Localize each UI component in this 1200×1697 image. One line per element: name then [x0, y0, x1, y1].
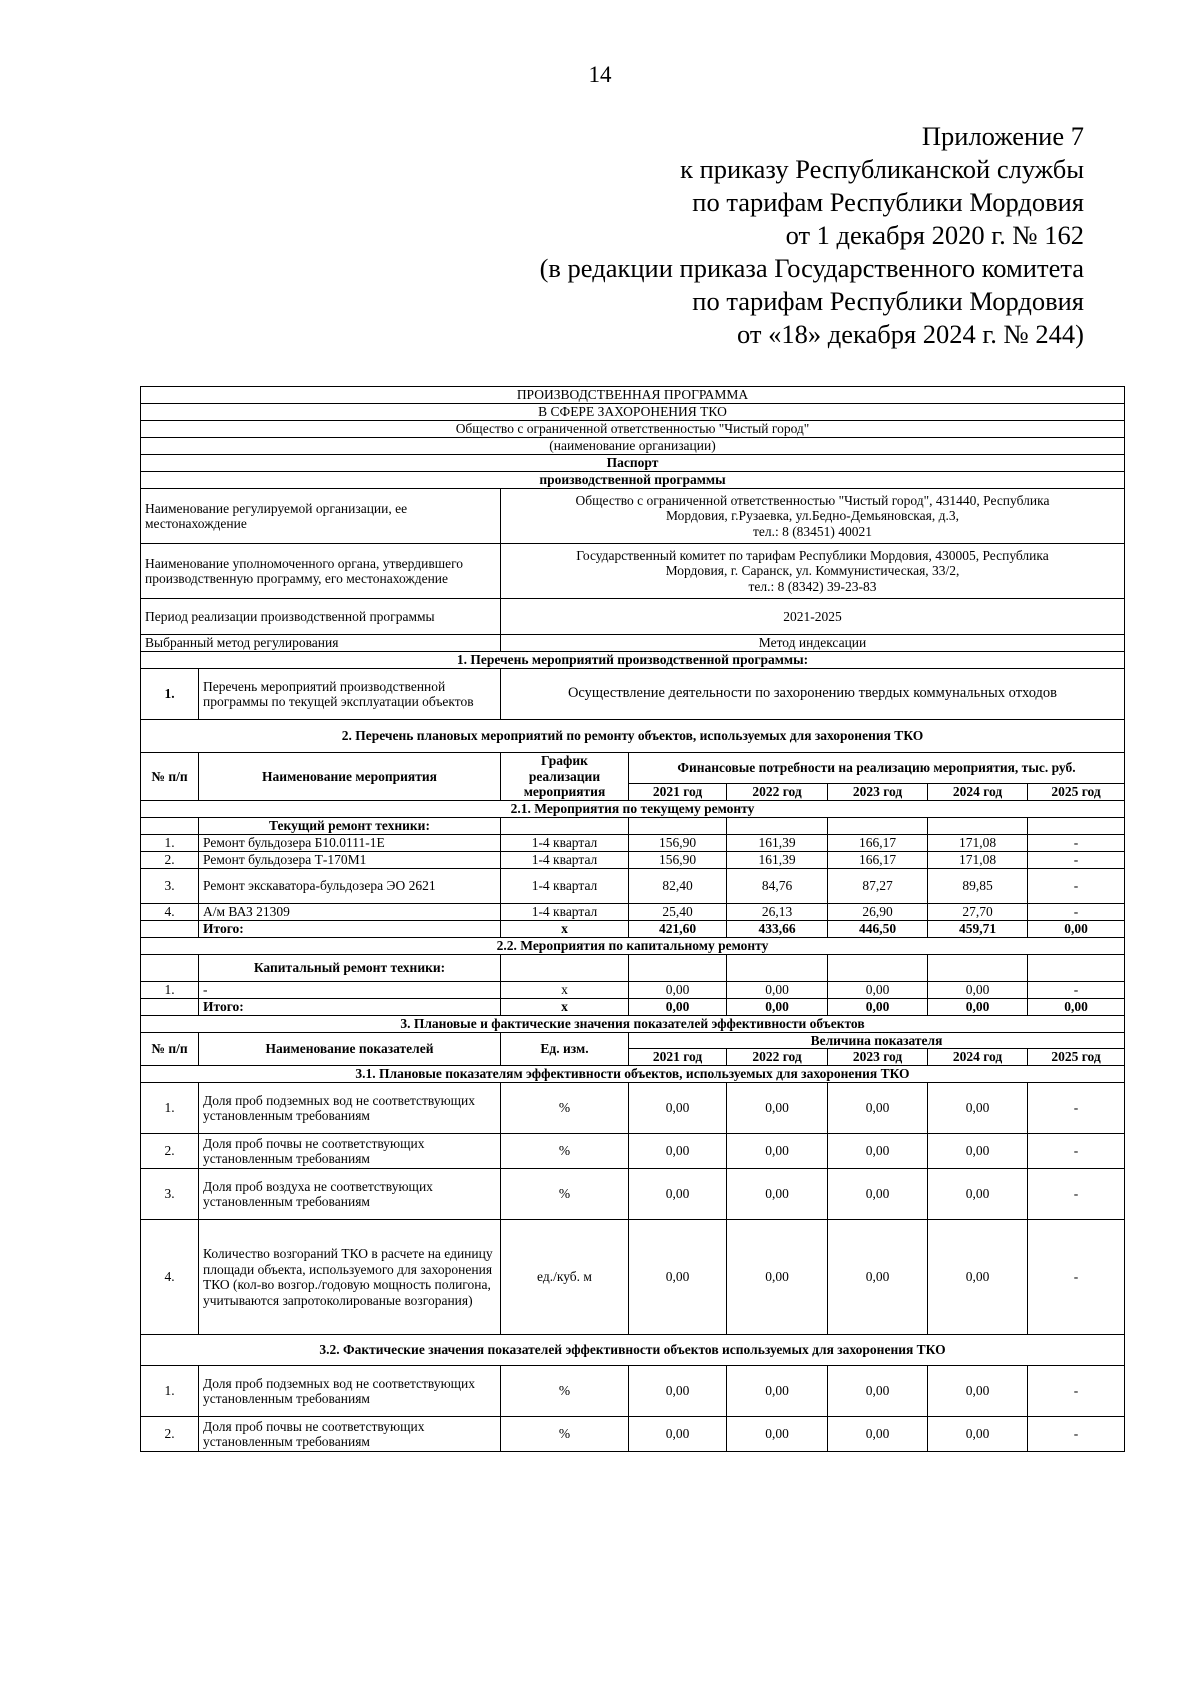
row-number: 4. — [141, 903, 199, 920]
indicator-name: Доля проб почвы не соответствующих установленным требованиям — [199, 1417, 501, 1452]
passport-value: Метод индексации — [501, 635, 1125, 652]
row-number: 2. — [141, 851, 199, 868]
indicator-unit: % — [501, 1169, 629, 1220]
value-cell: 0,00 — [629, 1366, 727, 1417]
year-header: 2021 год — [629, 1049, 727, 1066]
activity-name: Ремонт бульдозера Т-170М1 — [199, 851, 501, 868]
subsection-title: 3.2. Фактические значения показателей эффективности объектов используемых для захоронения ТКО — [141, 1335, 1125, 1366]
value-cell: 171,08 — [928, 834, 1028, 851]
section1-label: Перечень мероприятий производственной программы по текущей эксплуатации объектов — [199, 669, 501, 720]
passport-value-line: Мордовия, г.Рузаевка, ул.Бедно-Демьяновская, д.3, — [666, 508, 959, 524]
passport-label: Наименование регулируемой организации, ее местонахождение — [141, 489, 501, 544]
passport-value: 2021-2025 — [501, 599, 1125, 635]
passport-value — [501, 489, 1125, 544]
value-cell: - — [1028, 1083, 1125, 1134]
value-cell: 161,39 — [727, 834, 828, 851]
table-row — [141, 1134, 1125, 1169]
value-cell: 0,00 — [727, 1366, 828, 1417]
value-cell: 0,00 — [629, 1220, 727, 1335]
value-cell: 0,00 — [727, 1083, 828, 1134]
indicator-name: Количество возгораний ТКО в расчете на единицу площади объекта, используемого для захоронения ТКО (кол-во возгор./годовую мощность полигона, учитываются запротоколированые возгорания) — [199, 1220, 501, 1335]
empty-cell — [928, 817, 1028, 834]
indicator-name: Доля проб подземных вод не соответствующих установленным требованиям — [199, 1366, 501, 1417]
indicator-unit: % — [501, 1134, 629, 1169]
value-cell: 0,00 — [629, 1134, 727, 1169]
value-cell: 26,13 — [727, 903, 828, 920]
passport-label: Наименование уполномоченного органа, утвердившего производственную программу, его местонахождение — [141, 544, 501, 599]
passport-row — [141, 599, 1125, 635]
row-number: 1. — [141, 1083, 199, 1134]
page-number: 14 — [588, 62, 612, 87]
value-cell: - — [1028, 1417, 1125, 1452]
activity-schedule: 1-4 квартал — [501, 903, 629, 920]
organization-name: Общество с ограниченной ответственностью "Чистый город" — [141, 421, 1125, 438]
value-cell: 0,00 — [928, 1417, 1028, 1452]
indicator-name: Доля проб воздуха не соответствующих установленным требованиям — [199, 1169, 501, 1220]
empty-cell — [727, 954, 828, 981]
year-header: 2023 год — [828, 783, 928, 800]
section1-row — [141, 669, 1125, 720]
value-cell: 0,00 — [828, 1417, 928, 1452]
empty-cell — [141, 817, 199, 834]
value-cell: - — [1028, 903, 1125, 920]
passport-row — [141, 635, 1125, 652]
row-number: 1. — [141, 1366, 199, 1417]
value-cell: 0,00 — [828, 1169, 928, 1220]
appendix-header — [540, 120, 1084, 351]
table-row — [141, 834, 1125, 851]
value-cell: 89,85 — [928, 868, 1028, 903]
total-value: 0,00 — [1028, 998, 1125, 1015]
header-line: по тарифам Республики Мордовия — [692, 187, 1084, 217]
column-header-number: № п/п — [141, 753, 199, 801]
row-number: 2. — [141, 1417, 199, 1452]
subsection-title: 2.1. Мероприятия по текущему ремонту — [141, 800, 1125, 817]
group-title: Капитальный ремонт техники: — [199, 954, 501, 981]
value-cell: 0,00 — [928, 1134, 1028, 1169]
column-header-name: Наименование мероприятия — [199, 753, 501, 801]
empty-cell — [828, 954, 928, 981]
value-cell: 0,00 — [629, 981, 727, 998]
column-header-unit: Ед. изм. — [501, 1032, 629, 1066]
year-header: 2022 год — [727, 783, 828, 800]
activity-schedule: х — [501, 920, 629, 937]
value-cell: 156,90 — [629, 834, 727, 851]
group-title: Текущий ремонт техники: — [199, 817, 501, 834]
value-cell: 27,70 — [928, 903, 1028, 920]
value-cell: 0,00 — [828, 1366, 928, 1417]
value-cell: 0,00 — [928, 1220, 1028, 1335]
section1-value: Осуществление деятельности по захоронению твердых коммунальных отходов — [501, 669, 1125, 720]
passport-label: Период реализации производственной программы — [141, 599, 501, 635]
header-line: Приложение 7 — [921, 121, 1084, 151]
passport-value — [501, 544, 1125, 599]
subsection-title: 3.1. Плановые показателям эффективности объектов, используемых для захоронения ТКО — [141, 1066, 1125, 1083]
total-value: 0,00 — [1028, 920, 1125, 937]
value-cell: 82,40 — [629, 868, 727, 903]
passport-subtitle: производственной программы — [141, 472, 1125, 489]
empty-cell — [629, 817, 727, 834]
subsection-title: 2.2. Мероприятия по капитальному ремонту — [141, 937, 1125, 954]
total-value: 433,66 — [727, 920, 828, 937]
column-header-number: № п/п — [141, 1032, 199, 1066]
table-row — [141, 903, 1125, 920]
value-cell: - — [1028, 981, 1125, 998]
total-row — [141, 920, 1125, 937]
column-header-financial: Финансовые потребности на реализацию мероприятия, тыс. руб. — [629, 753, 1125, 784]
empty-cell — [928, 954, 1028, 981]
indicator-name: Доля проб почвы не соответствующих установленным требованиям — [199, 1134, 501, 1169]
organization-caption: (наименование организации) — [141, 438, 1125, 455]
value-cell: - — [1028, 1169, 1125, 1220]
empty-cell — [141, 920, 199, 937]
header-line: к приказу Республиканской службы — [680, 154, 1084, 184]
program-sphere: В СФЕРЕ ЗАХОРОНЕНИЯ ТКО — [141, 404, 1125, 421]
section3-title: 3. Плановые и фактические значения показателей эффективности объектов — [141, 1015, 1125, 1032]
section2-title: 2. Перечень плановых мероприятий по ремонту объектов, используемых для захоронения ТКО — [141, 720, 1125, 753]
total-label: Итого: — [199, 998, 501, 1015]
empty-cell — [141, 998, 199, 1015]
passport-row — [141, 489, 1125, 544]
year-header: 2023 год — [828, 1049, 928, 1066]
year-header: 2025 год — [1028, 783, 1125, 800]
activity-name: - — [199, 981, 501, 998]
activity-name: Ремонт экскаватора-бульдозера ЭО 2621 — [199, 868, 501, 903]
column-header-value: Величина показателя — [629, 1032, 1125, 1049]
activity-schedule: х — [501, 981, 629, 998]
empty-cell — [828, 817, 928, 834]
value-cell: 161,39 — [727, 851, 828, 868]
year-header: 2021 год — [629, 783, 727, 800]
empty-cell — [1028, 954, 1125, 981]
table-row — [141, 1220, 1125, 1335]
row-number: 4. — [141, 1220, 199, 1335]
table-row — [141, 1366, 1125, 1417]
activity-schedule: 1-4 квартал — [501, 834, 629, 851]
value-cell: 0,00 — [629, 1417, 727, 1452]
indicator-unit: ед./куб. м — [501, 1220, 629, 1335]
total-value: 0,00 — [727, 998, 828, 1015]
value-cell: 0,00 — [629, 1169, 727, 1220]
value-cell: 0,00 — [828, 981, 928, 998]
table-row — [141, 1083, 1125, 1134]
value-cell: 84,76 — [727, 868, 828, 903]
value-cell: - — [1028, 868, 1125, 903]
passport-value-line: Мордовия, г. Саранск, ул. Коммунистическая, 33/2, — [665, 563, 960, 579]
table-row — [141, 1417, 1125, 1452]
passport-value-line: тел.: 8 (83451) 40021 — [752, 523, 873, 539]
value-cell: 0,00 — [828, 1134, 928, 1169]
row-number: 3. — [141, 1169, 199, 1220]
passport-value-line: Государственный комитет по тарифам Республики Мордовия, 430005, Республика — [576, 547, 1049, 563]
production-program-table — [140, 386, 1125, 1452]
value-cell: - — [1028, 1134, 1125, 1169]
program-title: ПРОИЗВОДСТВЕННАЯ ПРОГРАММА — [141, 387, 1125, 404]
activity-schedule: 1-4 квартал — [501, 868, 629, 903]
total-row — [141, 998, 1125, 1015]
value-cell: 0,00 — [928, 1083, 1028, 1134]
value-cell: 0,00 — [828, 1220, 928, 1335]
value-cell: 0,00 — [928, 981, 1028, 998]
activity-name: А/м ВАЗ 21309 — [199, 903, 501, 920]
table-row — [141, 1169, 1125, 1220]
value-cell: 87,27 — [828, 868, 928, 903]
value-cell: 166,17 — [828, 834, 928, 851]
column-header-name: Наименование показателей — [199, 1032, 501, 1066]
total-label: Итого: — [199, 920, 501, 937]
passport-value-line: Общество с ограниченной ответственностью "Чистый город", 431440, Республика — [575, 492, 1050, 508]
total-value: 0,00 — [828, 998, 928, 1015]
empty-cell — [141, 954, 199, 981]
empty-cell — [629, 954, 727, 981]
section1-title: 1. Перечень мероприятий производственной программы: — [141, 652, 1125, 669]
passport-row — [141, 544, 1125, 599]
activity-schedule: 1-4 квартал — [501, 851, 629, 868]
empty-cell — [501, 817, 629, 834]
value-cell: 0,00 — [727, 981, 828, 998]
empty-cell — [501, 954, 629, 981]
value-cell: - — [1028, 834, 1125, 851]
value-cell: 0,00 — [727, 1417, 828, 1452]
total-value: 446,50 — [828, 920, 928, 937]
empty-cell — [1028, 817, 1125, 834]
indicator-unit: % — [501, 1366, 629, 1417]
row-number: 1. — [141, 981, 199, 998]
value-cell: 0,00 — [727, 1134, 828, 1169]
value-cell: 0,00 — [629, 1083, 727, 1134]
value-cell: 26,90 — [828, 903, 928, 920]
value-cell: 156,90 — [629, 851, 727, 868]
empty-cell — [727, 817, 828, 834]
table-row — [141, 981, 1125, 998]
total-value: 459,71 — [928, 920, 1028, 937]
value-cell: 0,00 — [727, 1169, 828, 1220]
row-number: 1. — [141, 669, 199, 720]
row-number: 2. — [141, 1134, 199, 1169]
table-row — [141, 851, 1125, 868]
row-number: 3. — [141, 868, 199, 903]
header-line: от «18» декабря 2024 г. № 244) — [737, 319, 1084, 349]
activity-name: Ремонт бульдозера Б10.0111-1Е — [199, 834, 501, 851]
value-cell: - — [1028, 1220, 1125, 1335]
value-cell: 0,00 — [928, 1169, 1028, 1220]
indicator-unit: % — [501, 1417, 629, 1452]
header-line: (в редакции приказа Государственного комитета — [539, 253, 1084, 283]
value-cell: 171,08 — [928, 851, 1028, 868]
value-cell: 0,00 — [928, 1366, 1028, 1417]
year-header: 2024 год — [928, 1049, 1028, 1066]
total-value: 421,60 — [629, 920, 727, 937]
total-value: 0,00 — [928, 998, 1028, 1015]
header-line: от 1 декабря 2020 г. № 162 — [785, 220, 1084, 250]
passport-value-line: тел.: 8 (8342) 39-23-83 — [748, 578, 877, 594]
value-cell: - — [1028, 851, 1125, 868]
indicator-name: Доля проб подземных вод не соответствующих установленным требованиям — [199, 1083, 501, 1134]
total-value: 0,00 — [629, 998, 727, 1015]
value-cell: - — [1028, 1366, 1125, 1417]
table-row — [141, 868, 1125, 903]
value-cell: 0,00 — [727, 1220, 828, 1335]
row-number: 1. — [141, 834, 199, 851]
activity-schedule: х — [501, 998, 629, 1015]
passport-label: Выбранный метод регулирования — [141, 635, 501, 652]
year-header: 2024 год — [928, 783, 1028, 800]
year-header: 2022 год — [727, 1049, 828, 1066]
value-cell: 25,40 — [629, 903, 727, 920]
value-cell: 0,00 — [828, 1083, 928, 1134]
value-cell: 166,17 — [828, 851, 928, 868]
indicator-unit: % — [501, 1083, 629, 1134]
column-header-schedule: График реализации мероприятия — [501, 753, 629, 801]
passport-title: Паспорт — [141, 455, 1125, 472]
header-line: по тарифам Республики Мордовия — [692, 286, 1084, 316]
year-header: 2025 год — [1028, 1049, 1125, 1066]
